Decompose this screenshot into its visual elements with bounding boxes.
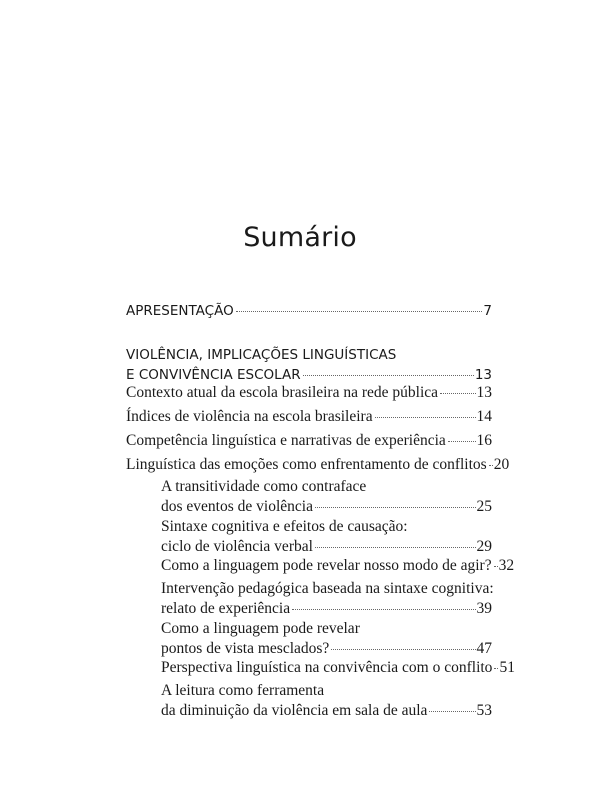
- toc-entry-subsection[interactable]: [161, 579, 492, 619]
- dot-leader: [236, 311, 483, 312]
- toc-page-number: 47: [476, 640, 492, 657]
- toc-page-number: 53: [476, 702, 492, 719]
- toc-entry-title-line1: Intervenção pedagógica baseada na sintaxe cognitiva:: [161, 580, 494, 597]
- dot-leader: [331, 649, 475, 650]
- dot-leader: [494, 566, 498, 567]
- toc-entry-subsection[interactable]: [161, 557, 515, 575]
- toc-entry-title-line1: A leitura como ferramenta: [161, 682, 325, 699]
- toc-page-number: 51: [499, 659, 515, 676]
- dot-leader: [494, 668, 498, 669]
- dot-leader: [315, 507, 476, 508]
- toc-page-number: 20: [493, 456, 510, 473]
- dot-leader: [429, 711, 475, 712]
- toc-entry-subsection[interactable]: [161, 619, 492, 659]
- toc-entry-subsection[interactable]: [161, 517, 492, 557]
- toc-entry-subsection[interactable]: [161, 681, 492, 721]
- toc-entry-title: relato de experiência: [161, 600, 291, 617]
- dot-leader: [448, 441, 476, 442]
- toc-page-number: 7: [483, 303, 492, 319]
- toc-page-number: 14: [476, 408, 492, 425]
- toc-entry-chapter[interactable]: [126, 345, 492, 385]
- toc-entry-title: pontos de vista mesclados?: [161, 640, 330, 657]
- dot-leader: [303, 375, 474, 376]
- toc-entry-title: da diminuição da violência em sala de aula: [161, 702, 428, 719]
- toc-page-number: 39: [476, 600, 492, 617]
- toc-entry-title: Perspectiva linguística na convivência com o conflito: [161, 659, 493, 676]
- dot-leader: [489, 465, 493, 466]
- toc-entry-subsection[interactable]: [161, 659, 515, 677]
- toc-entry-title: Contexto atual da escola brasileira na rede pública: [126, 384, 439, 401]
- toc-entry-title: APRESENTAÇÃO: [126, 303, 234, 319]
- dot-leader: [315, 547, 476, 548]
- toc-entry-section[interactable]: [126, 408, 492, 426]
- toc-entry-title-line1: Como a linguagem pode revelar: [161, 620, 360, 637]
- toc-entry-title-line1: Sintaxe cognitiva e efeitos de causação:: [161, 518, 408, 535]
- toc-entry-title: Competência linguística e narrativas de experiência: [126, 432, 446, 449]
- dot-leader: [292, 609, 475, 610]
- toc-entry-section[interactable]: [126, 432, 492, 450]
- toc-page-number: 25: [476, 498, 492, 515]
- toc-entry-title: dos eventos de violência: [161, 498, 313, 515]
- toc-entry-title: E CONVIVÊNCIA ESCOLAR: [126, 367, 301, 383]
- toc-entry-title: Índices de violência na escola brasileira: [126, 408, 373, 425]
- toc-entry-title: Linguística das emoções como enfrentamento de conflitos: [126, 456, 487, 473]
- toc-entry-subsection[interactable]: [161, 477, 492, 517]
- toc-entry-title: Como a linguagem pode revelar nosso modo de agir?: [161, 557, 492, 574]
- toc-entry-title-line1: VIOLÊNCIA, IMPLICAÇÕES LINGUÍSTICAS: [126, 347, 397, 363]
- toc-entry-apresentacao[interactable]: [126, 303, 492, 319]
- dot-leader: [440, 393, 475, 394]
- toc-entry-section[interactable]: [126, 384, 492, 402]
- toc-page-number: 13: [476, 384, 492, 401]
- toc-entry-title: ciclo de violência verbal: [161, 538, 313, 555]
- toc-page-number: 13: [474, 367, 492, 383]
- toc-page-number: 32: [498, 557, 515, 574]
- toc-page-number: 16: [476, 432, 492, 449]
- dot-leader: [375, 417, 476, 418]
- toc-entry-title-line1: A transitividade como contraface: [161, 478, 367, 495]
- toc-entry-section[interactable]: [126, 456, 510, 474]
- page-title: Sumário: [243, 222, 357, 253]
- toc-page-number: 29: [476, 538, 492, 555]
